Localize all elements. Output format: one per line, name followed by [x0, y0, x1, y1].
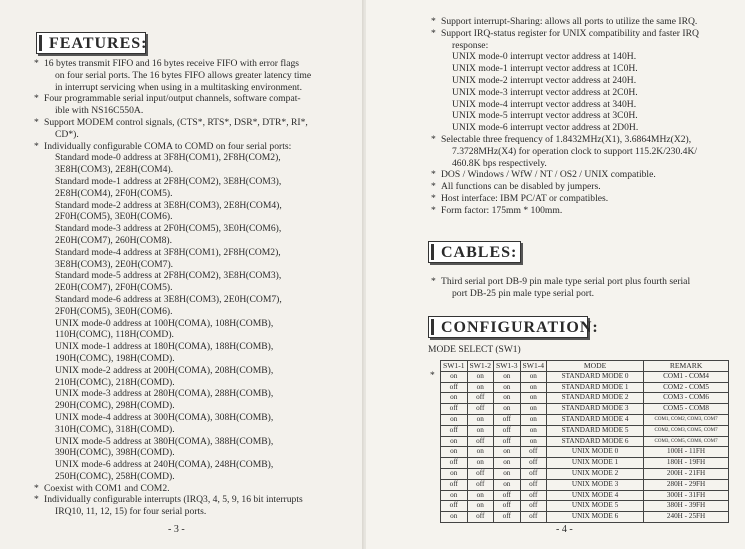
bullet-line: * Selectable three frequency of 1.8432MHz(X1), 3.6864MHz(X2),	[441, 134, 699, 146]
page-3	[0, 0, 364, 549]
text-line: Standard mode-6 address at 3E8H(COM3), 2E0H(COM7),	[55, 293, 282, 305]
table-header-cell: MODE	[547, 361, 644, 372]
bullet-line: * Support interrupt-Sharing: allows all ports to utilize the same IRQ.	[441, 16, 699, 28]
text-line: 3E8H(COM3), 2E0H(COM7).	[55, 258, 174, 270]
table-cell: on	[494, 468, 521, 479]
table-cell: on	[520, 393, 547, 404]
table-cell: 240H - 25FH	[644, 512, 729, 523]
text-line: UNIX mode-1 address at 180H(COMA), 188H(COMB),	[55, 341, 274, 353]
table-cell: on	[441, 393, 468, 404]
table-cell: COM5 - COM8	[644, 404, 729, 415]
features-list	[44, 58, 311, 518]
table-cell: 300H - 31FH	[644, 490, 729, 501]
bullet-line: * Individually configurable COMA to COMD on four serial ports:	[44, 141, 311, 153]
bullet-line: * 16 bytes transmit FIFO and 16 bytes receive FIFO with error flags	[44, 58, 311, 70]
table-cell: STANDARD MODE 5	[547, 425, 644, 436]
text-line: UNIX mode-6 address at 240H(COMA), 248H(COMB),	[55, 459, 274, 471]
table-cell: off	[494, 414, 521, 425]
table-cell: 280H - 29FH	[644, 479, 729, 490]
text-line: UNIX mode-2 address at 200H(COMA), 208H(COMB),	[55, 364, 274, 376]
table-row	[441, 382, 729, 393]
bullet-line: * All functions can be disabled by jumpers.	[441, 181, 699, 193]
cables-text	[441, 276, 690, 300]
table-cell: on	[441, 436, 468, 447]
table-cell: UNIX MODE 2	[547, 468, 644, 479]
table-cell: UNIX MODE 3	[547, 479, 644, 490]
text-line: 2F0H(COM5), 3E0H(COM6).	[55, 211, 173, 223]
table-cell: off	[494, 501, 521, 512]
table-cell: on	[494, 479, 521, 490]
text-line: 7.3728MHz(X4) for operation clock to support 115.2K/230.4K/	[452, 145, 698, 157]
table-cell: STANDARD MODE 1	[547, 382, 644, 393]
text-line: UNIX mode-1 interrupt vector address at 1C0H.	[452, 63, 638, 75]
table-cell: on	[494, 371, 521, 382]
text-line: UNIX mode-2 interrupt vector address at 240H.	[452, 74, 637, 86]
bullet-line: * Third serial port DB-9 pin male type serial port plus fourth serial	[441, 276, 690, 288]
bullet-line: * Form factor: 175mm * 100mm.	[441, 205, 699, 217]
mode-select-label: MODE SELECT (SW1)	[428, 345, 521, 355]
table-header-cell: SW1-2	[467, 361, 494, 372]
text-line: Standard mode-2 address at 3E8H(COM3), 2E8H(COM4),	[55, 199, 282, 211]
text-line: response:	[452, 39, 489, 51]
table-cell: COM3, COM5, COM6, COM7	[644, 436, 729, 447]
table-cell: on	[520, 425, 547, 436]
table-cell: 380H - 39FH	[644, 501, 729, 512]
text-line: UNIX mode-0 interrupt vector address at 140H.	[452, 51, 637, 63]
text-line: port DB-25 pin male type serial port.	[452, 287, 595, 299]
table-header-cell: REMARK	[644, 361, 729, 372]
table-cell: COM1 - COM4	[644, 371, 729, 382]
table-cell: STANDARD MODE 4	[547, 414, 644, 425]
table-cell: on	[467, 382, 494, 393]
text-line: UNIX mode-0 address at 100H(COMA), 108H(COMB),	[55, 317, 274, 329]
mode-select-table	[440, 360, 729, 523]
table-cell: off	[441, 425, 468, 436]
table-cell: on	[467, 371, 494, 382]
text-line: Standard mode-3 address at 2F0H(COM5), 3E0H(COM6),	[55, 223, 282, 235]
table-cell: 180H - 19FH	[644, 458, 729, 469]
table-cell: off	[494, 512, 521, 523]
table-row	[441, 501, 729, 512]
table-cell: off	[467, 479, 494, 490]
text-line: 390H(COMC), 398H(COMD).	[55, 447, 175, 459]
table-row	[441, 371, 729, 382]
text-line: 460.8K bps respectively.	[452, 157, 547, 169]
table-cell: off	[494, 436, 521, 447]
table-star: *	[430, 371, 435, 381]
table-cell: on	[467, 490, 494, 501]
table-cell: off	[520, 458, 547, 469]
table-cell: on	[467, 447, 494, 458]
text-line: 190H(COMC), 198H(COMD).	[55, 352, 175, 364]
table-cell: STANDARD MODE 6	[547, 436, 644, 447]
bullet-line: * Support MODEM control signals, (CTS*, RTS*, DSR*, DTR*, RI*,	[44, 117, 311, 129]
table-cell: off	[467, 468, 494, 479]
bullet-line: * Host interface: IBM PC/AT or compatibles.	[441, 193, 699, 205]
text-line: UNIX mode-4 address at 300H(COMA), 308H(COMB),	[55, 411, 274, 423]
text-line: 310H(COMC), 318H(COMD).	[55, 423, 175, 435]
table-row	[441, 414, 729, 425]
text-line: 2E0H(COM7), 260H(COM8).	[55, 234, 172, 246]
text-line: 2E0H(COM7), 2F0H(COM5).	[55, 282, 173, 294]
table-header-cell: SW1-4	[520, 361, 547, 372]
bullet-line: * Four programmable serial input/output channels, software compat-	[44, 93, 311, 105]
text-line: UNIX mode-3 interrupt vector address at 2C0H.	[452, 86, 638, 98]
table-cell: off	[467, 404, 494, 415]
table-cell: off	[520, 468, 547, 479]
text-line: 2E8H(COM4), 2F0H(COM5).	[55, 187, 173, 199]
text-line: 250H(COMC), 258H(COMD).	[55, 470, 175, 482]
table-cell: off	[494, 490, 521, 501]
table-cell: STANDARD MODE 0	[547, 371, 644, 382]
table-row	[441, 436, 729, 447]
table-cell: on	[467, 458, 494, 469]
text-line: ible with NS16C550A.	[55, 105, 144, 117]
table-row	[441, 512, 729, 523]
text-line: 110H(COMC), 118H(COMD).	[55, 329, 174, 341]
table-cell: off	[520, 447, 547, 458]
table-cell: off	[441, 382, 468, 393]
table-cell: off	[520, 490, 547, 501]
table-header-row	[441, 361, 729, 372]
table-row	[441, 393, 729, 404]
table-cell: on	[494, 458, 521, 469]
table-cell: UNIX MODE 6	[547, 512, 644, 523]
text-line: UNIX mode-6 interrupt vector address at 2D0H.	[452, 122, 639, 134]
configuration-heading: CONFIGURATION:	[428, 316, 588, 338]
text-line: UNIX mode-3 address at 280H(COMA), 288H(COMB),	[55, 388, 274, 400]
table-cell: on	[520, 436, 547, 447]
cables-heading: CABLES:	[428, 241, 521, 263]
table-cell: UNIX MODE 0	[547, 447, 644, 458]
table-cell: off	[441, 479, 468, 490]
table-cell: 100H - 11FH	[644, 447, 729, 458]
text-line: in interrupt servicing when using in a multitasking environment.	[55, 81, 302, 93]
table-cell: on	[520, 371, 547, 382]
features-list-continued	[441, 16, 699, 217]
table-cell: off	[467, 436, 494, 447]
table-cell: off	[441, 501, 468, 512]
page-number-right: - 4 -	[556, 524, 573, 535]
text-line: Standard mode-0 address at 3F8H(COM1), 2F8H(COM2),	[55, 152, 281, 164]
table-cell: off	[467, 393, 494, 404]
table-cell: on	[520, 382, 547, 393]
table-cell: off	[467, 512, 494, 523]
text-line: Standard mode-5 address at 2F8H(COM2), 3E8H(COM3),	[55, 270, 282, 282]
table-row	[441, 447, 729, 458]
table-cell: on	[467, 425, 494, 436]
table-cell: on	[441, 512, 468, 523]
table-cell: off	[494, 425, 521, 436]
table-cell: on	[441, 468, 468, 479]
table-cell: off	[441, 404, 468, 415]
table-cell: off	[520, 501, 547, 512]
table-cell: UNIX MODE 4	[547, 490, 644, 501]
text-line: CD*).	[55, 128, 79, 140]
features-heading: FEATURES:	[36, 32, 146, 54]
table-row	[441, 425, 729, 436]
table-cell: STANDARD MODE 3	[547, 404, 644, 415]
text-line: UNIX mode-5 interrupt vector address at 3C0H.	[452, 110, 638, 122]
table-cell: UNIX MODE 5	[547, 501, 644, 512]
table-cell: 200H - 21FH	[644, 468, 729, 479]
page-number-left: - 3 -	[168, 524, 185, 535]
table-row	[441, 479, 729, 490]
table-row	[441, 458, 729, 469]
bullet-line: * DOS / Windows / WfW / NT / OS2 / UNIX compatible.	[441, 169, 699, 181]
table-cell: on	[441, 414, 468, 425]
table-header-cell: SW1-3	[494, 361, 521, 372]
table-cell: on	[494, 447, 521, 458]
table-cell: off	[441, 458, 468, 469]
text-line: 210H(COMC), 218H(COMD).	[55, 376, 175, 388]
table-cell: on	[494, 404, 521, 415]
bullet-line: * Coexist with COM1 and COM2.	[44, 483, 311, 495]
table-cell: on	[520, 404, 547, 415]
table-cell: COM2 - COM5	[644, 382, 729, 393]
bullet-line: * Support IRQ-status register for UNIX compatibility and faster IRQ	[441, 28, 699, 40]
text-line: 3E8H(COM3), 2E8H(COM4).	[55, 164, 174, 176]
table-cell: on	[467, 501, 494, 512]
bullet-line: * Individually configurable interrupts (IRQ3, 4, 5, 9, 16 bit interrupts	[44, 494, 311, 506]
text-line: on four serial ports. The 16 bytes FIFO allows greater latency time	[55, 69, 312, 81]
table-cell: off	[520, 479, 547, 490]
table-cell: COM2, COM3, COM5, COM7	[644, 425, 729, 436]
table-cell: on	[441, 371, 468, 382]
table-cell: on	[441, 447, 468, 458]
table-row	[441, 404, 729, 415]
table-row	[441, 468, 729, 479]
text-line: IRQ10, 11, 12, 15) for four serial ports.	[55, 506, 207, 518]
table-cell: off	[520, 512, 547, 523]
table-row	[441, 490, 729, 501]
text-line: 2F0H(COM5), 3E0H(COM6).	[55, 305, 173, 317]
text-line: Standard mode-1 address at 2F8H(COM2), 3E8H(COM3),	[55, 175, 282, 187]
table-cell: on	[494, 393, 521, 404]
text-line: UNIX mode-5 address at 380H(COMA), 388H(COMB),	[55, 435, 274, 447]
text-line: Standard mode-4 address at 3F8H(COM1), 2F8H(COM2),	[55, 246, 281, 258]
table-cell: STANDARD MODE 2	[547, 393, 644, 404]
page-4	[366, 0, 745, 549]
table-cell: on	[494, 382, 521, 393]
table-header-cell: SW1-1	[441, 361, 468, 372]
table-cell: on	[520, 414, 547, 425]
text-line: 290H(COMC), 298H(COMD).	[55, 400, 175, 412]
table-cell: on	[441, 490, 468, 501]
table-cell: UNIX MODE 1	[547, 458, 644, 469]
table-cell: COM1, COM2, COM3, COM7	[644, 414, 729, 425]
text-line: UNIX mode-4 interrupt vector address at 340H.	[452, 98, 637, 110]
table-cell: COM3 - COM6	[644, 393, 729, 404]
table-cell: on	[467, 414, 494, 425]
